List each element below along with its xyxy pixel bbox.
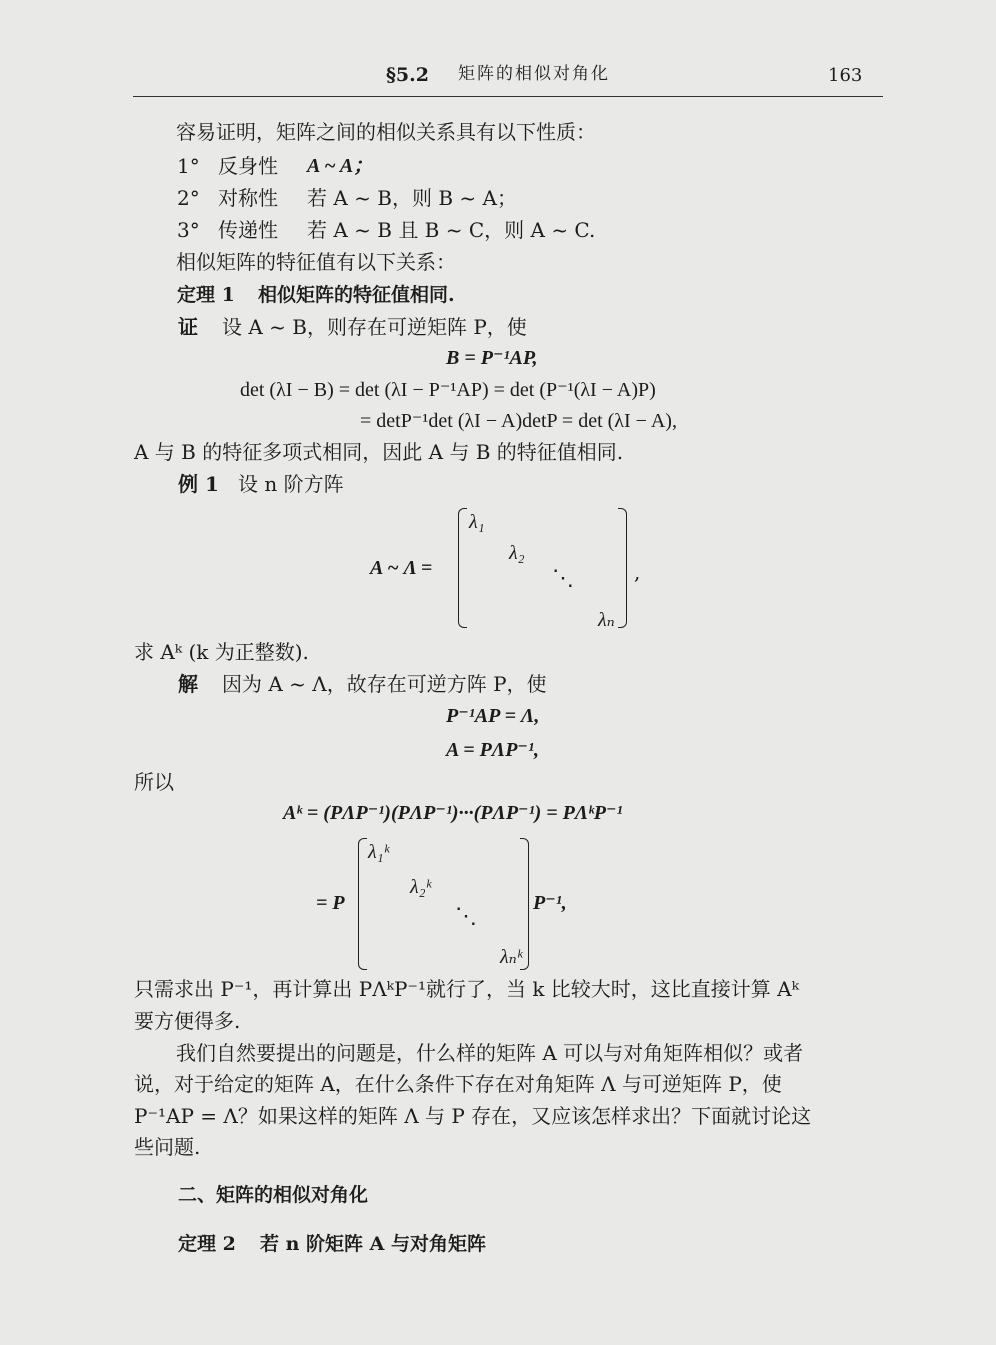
matrix-ddots: ⋱ (552, 566, 574, 591)
question-line-3: P⁻¹AP = Λ？如果这样的矩阵 Λ 与 P 存在，又应该怎样求出？下面就讨论这 (134, 1104, 812, 1128)
remark-line-2: 要方便得多. (134, 1009, 241, 1033)
property-3-name: 传递性 (218, 218, 278, 242)
property-3-formula: 若 A ~ B 且 B ~ C，则 A ~ C. (307, 218, 596, 242)
solution-text: 因为 A ~ Λ，故存在可逆方阵 P，使 (222, 672, 547, 696)
matrix-entry-lambda-2: λ₂ (509, 542, 525, 564)
equation-7-lhs: = P (316, 892, 345, 914)
question-line-4: 些问题. (134, 1135, 201, 1159)
intro-text: 容易证明，矩阵之间的相似关系具有以下性质： (176, 120, 596, 144)
question-line-1: 我们自然要提出的问题是，什么样的矩阵 A 可以与对角矩阵相似？或者 (176, 1041, 804, 1065)
section-heading: 二、矩阵的相似对角化 (178, 1184, 369, 1206)
power-matrix-right-bracket (520, 838, 529, 970)
equation-6: Aᵏ = (PΛP⁻¹)(PΛP⁻¹)···(PΛP⁻¹) = PΛᵏP⁻¹ (283, 802, 623, 824)
property-3-number: 3° (177, 218, 200, 242)
matrix-entry-lambda-n: λₙ (598, 609, 615, 631)
equation-3: = detP⁻¹det (λI − A)detP = det (λI − A), (360, 410, 677, 432)
property-2-number: 2° (177, 186, 200, 210)
theorem-1-text: 相似矩阵的特征值相同. (258, 284, 455, 306)
property-1-formula: A ~ A； (307, 155, 374, 177)
matrix-right-bracket (618, 508, 627, 628)
example-lhs: A ~ Λ = (370, 557, 433, 579)
property-2-name: 对称性 (218, 186, 278, 210)
matrix-trailing-comma: , (634, 560, 641, 584)
power-matrix-left-bracket (358, 838, 367, 970)
power-entry-2: λ₂ᵏ (410, 876, 432, 898)
theorem-1-label: 定理 1 (177, 284, 235, 306)
equation-4: P⁻¹AP = Λ, (446, 705, 540, 727)
page-number: 163 (828, 65, 863, 86)
power-matrix-ddots: ⋱ (455, 904, 477, 929)
power-entry-n: λₙᵏ (500, 946, 523, 968)
equation-5: A = PΛP⁻¹, (446, 739, 539, 761)
so-text: 所以 (134, 770, 174, 794)
equation-2: det (λI − B) = det (λI − P⁻¹AP) = det (P⁻¹(λI − A)P) (240, 379, 656, 401)
property-2-formula: 若 A ~ B，则 B ~ A； (307, 186, 517, 210)
power-entry-1: λ₁ᵏ (368, 841, 390, 863)
property-1-number: 1° (177, 154, 200, 178)
section-title: 矩阵的相似对角化 (458, 64, 610, 84)
property-1-name: 反身性 (218, 154, 278, 178)
proof-text: 设 A ~ B，则存在可逆矩阵 P，使 (222, 315, 527, 339)
header-rule (133, 96, 883, 97)
equation-7-rhs: P⁻¹, (533, 892, 567, 914)
relation-intro: 相似矩阵的特征值有以下关系： (176, 250, 456, 274)
proof-label: 证 (178, 315, 198, 339)
equation-1: B = P⁻¹AP, (446, 347, 538, 369)
ask-text: 求 Aᵏ (k 为正整数). (134, 640, 309, 664)
proof-conclusion: A 与 B 的特征多项式相同，因此 A 与 B 的特征值相同. (134, 440, 624, 464)
theorem-2-label: 定理 2 (178, 1233, 236, 1255)
solution-label: 解 (178, 672, 198, 696)
theorem-2-text: 若 n 阶矩阵 A 与对角矩阵 (260, 1233, 487, 1255)
example-1-label: 例 1 (178, 472, 219, 496)
section-number: §5.2 (386, 64, 429, 86)
question-line-2: 说，对于给定的矩阵 A，在什么条件下存在对角矩阵 Λ 与可逆矩阵 P，使 (134, 1072, 782, 1096)
remark-line-1: 只需求出 P⁻¹，再计算出 PΛᵏP⁻¹就行了，当 k 比较大时，这比直接计算 Aᵏ (134, 977, 799, 1001)
example-1-text: 设 n 阶方阵 (238, 472, 344, 496)
matrix-entry-lambda-1: λ₁ (469, 511, 485, 533)
matrix-left-bracket (458, 508, 467, 628)
